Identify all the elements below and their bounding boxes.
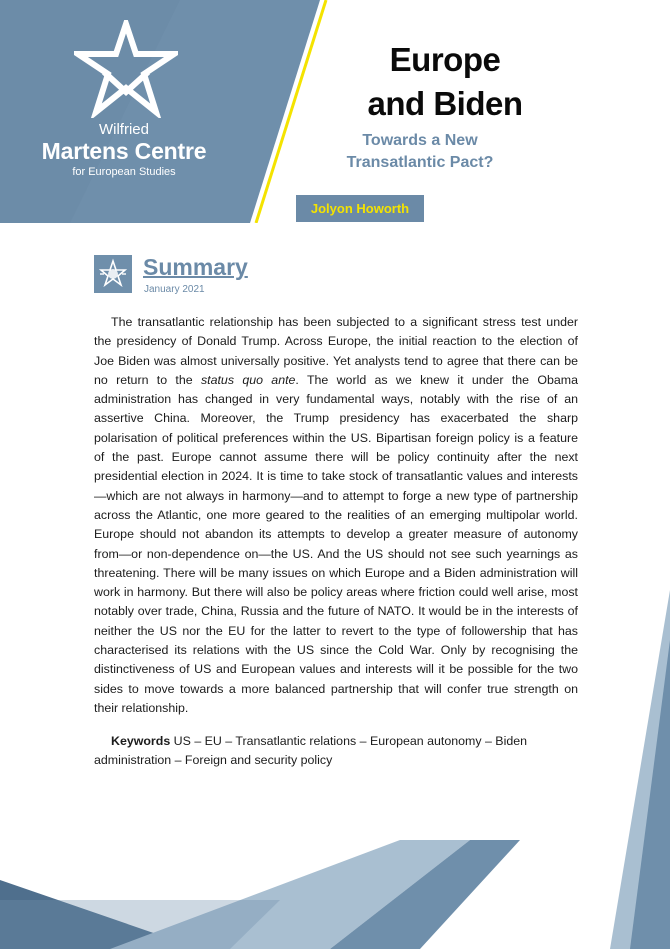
logo-line-1: Wilfried — [98, 121, 149, 138]
star-logo-icon — [74, 20, 178, 118]
title-line-1: Europe — [389, 41, 501, 78]
document-subtitle — [320, 130, 520, 174]
title-line-2: and Biden — [367, 85, 523, 122]
summary-paragraph — [94, 313, 578, 718]
document-title — [330, 38, 560, 126]
logo-line-3: for European Studies — [72, 166, 176, 178]
summary-text-part-2: . The world as we knew it under the Obama administration has changed in very fundamental ways, notably with the rise of an assertive China. Moreover, the Trump presidency has exacerbated the sharp polarisation of political preferences within the US. Bipartisan foreign policy is a feature of the past. Europe cannot assume there will be policy continuity after the next presidential election in 2024. It is time to take stock of transatlantic values and interests—which are not always in harmony—and to attempt to forge a new type of partnership across the Atlantic, one more geared to the realities of an emerging multipolar world. Europe should not abandon its attempts to develop a greater measure of autonomy from—or non-dependence on—the US. And the US should not see such yearnings as threatening. There will be many issues on which Europe and a Biden administration will work in harmony. But there will also be policy areas where friction could well arise, most notably over trade, China, Russia and the future of NATO. It would be in the interests of neither the US nor the EU for the latter to revert to the type of followership that has characterised its relations with the US since the Cold War. Only by recognising the distinctiveness of US and European values and interests will it be possible for the two sides to move towards a more balanced partnership that will confer true strength on their relationship. — [94, 372, 578, 715]
subtitle-line-1: Towards a New — [362, 132, 478, 149]
summary-text-part-1: The transatlantic relationship has been subjected to a significant stress test under the presidency of Donald Trump. Across Europe, the initial reaction to the election of Joe Biden was almost universally positive. Yet analysts tend to agree that there can be no return to the — [94, 315, 578, 387]
summary-heading: Summary — [143, 254, 248, 280]
keywords-line — [94, 732, 578, 770]
summary-text-italic: status quo ante — [200, 372, 296, 387]
summary-emblem-icon — [94, 255, 132, 293]
summary-date: January 2021 — [144, 284, 205, 295]
organization-logo-text — [24, 122, 224, 179]
keywords-label: Keywords — [111, 734, 171, 748]
author-badge: Jolyon Howorth — [296, 195, 424, 222]
subtitle-line-2: Transatlantic Pact? — [346, 154, 494, 171]
keywords-text: US – EU – Transatlantic relations – European autonomy – Biden administration – Foreign and security policy — [94, 734, 527, 767]
logo-line-2: Martens Centre — [41, 138, 207, 164]
